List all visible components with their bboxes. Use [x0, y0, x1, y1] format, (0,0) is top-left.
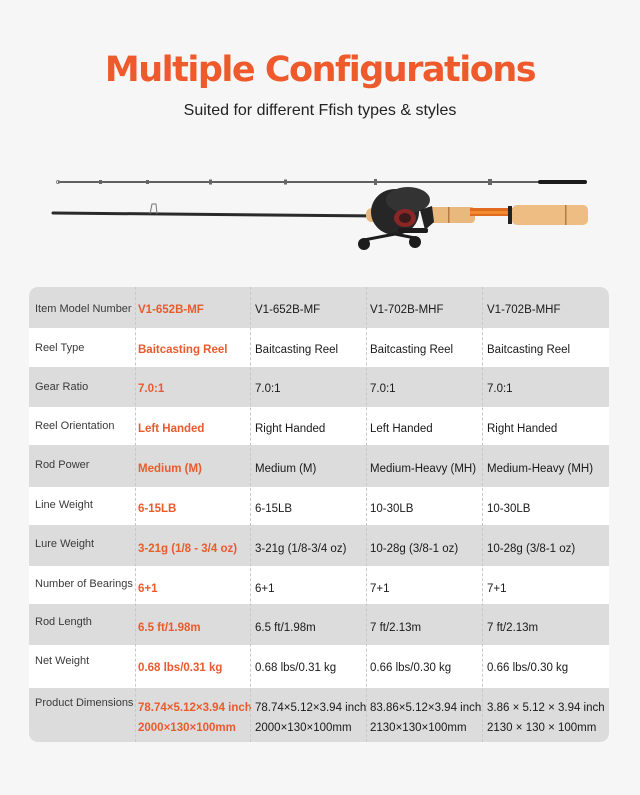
row-label: Reel Orientation: [35, 420, 115, 432]
rod-tip-section: [56, 179, 585, 185]
spec-table: [29, 287, 609, 742]
column-divider: [135, 287, 136, 742]
table-row: [29, 525, 609, 566]
cell-value: [487, 702, 605, 734]
table-row: [29, 287, 609, 328]
highlighted-value: 0.68 lbs/0.31 kg: [138, 662, 223, 674]
cell-value: [255, 702, 366, 734]
dimension-inch: 3.86 × 5.12 × 3.94 inch: [487, 702, 605, 714]
dimension-mm: 2130 × 130 × 100mm: [487, 722, 597, 734]
table-row: [29, 328, 609, 367]
highlighted-value: Baitcasting Reel: [138, 344, 228, 356]
cell-value: 3-21g (1/8-3/4 oz): [255, 543, 347, 555]
page-title: Multiple Configurations: [104, 50, 536, 90]
dimension-mm: 2130×130×100mm: [370, 722, 467, 734]
cell-value: Right Handed: [487, 423, 558, 435]
fishing-rod-and-reel-image: [0, 160, 640, 260]
row-label: Reel Type: [35, 342, 85, 354]
cell-value: Baitcasting Reel: [370, 344, 454, 356]
cell-value: Baitcasting Reel: [487, 344, 571, 356]
highlighted-value: 7.0:1: [138, 383, 165, 395]
cell-value: 10-28g (3/8-1 oz): [370, 543, 459, 555]
row-label: Gear Ratio: [35, 381, 89, 393]
highlighted-value: 6-15LB: [138, 503, 177, 515]
row-label: Rod Length: [35, 616, 92, 628]
dimension-mm: 2000×130×100mm: [138, 722, 236, 734]
table-row: [29, 487, 609, 525]
cell-value: Medium-Heavy (MH): [370, 463, 477, 475]
cell-value: V1-702B-MHF: [370, 304, 444, 316]
cell-value: [370, 702, 481, 734]
highlighted-value: 6+1: [138, 583, 158, 595]
table-row: [29, 367, 609, 407]
row-label: Net Weight: [35, 655, 90, 667]
cell-value: 7 ft/2.13m: [487, 622, 539, 634]
row-label: Lure Weight: [35, 538, 95, 550]
dimension-inch: 78.74×5.12×3.94 inch: [138, 702, 252, 714]
cell-value: 6-15LB: [255, 503, 293, 515]
cell-value: 7 ft/2.13m: [370, 622, 422, 634]
column-divider: [482, 287, 483, 742]
highlighted-value: 6.5 ft/1.98m: [138, 622, 201, 634]
table-row: [29, 566, 609, 604]
table-row: [29, 688, 609, 742]
cell-value: 0.66 lbs/0.30 kg: [487, 662, 569, 674]
highlighted-value: Left Handed: [138, 423, 205, 435]
cell-value: 7+1: [370, 583, 390, 595]
cell-value: 7.0:1: [487, 383, 513, 395]
cell-value: 10-30LB: [370, 503, 414, 515]
table-row: [29, 645, 609, 688]
highlighted-value: 3-21g (1/8 - 3/4 oz): [138, 543, 238, 555]
dimension-mm: 2000×130×100mm: [255, 722, 352, 734]
page-subtitle: Suited for different Ffish types & styles: [183, 102, 457, 119]
cell-value: 7.0:1: [255, 383, 281, 395]
cell-value: Right Handed: [255, 423, 326, 435]
column-divider: [250, 287, 251, 742]
row-label: Product Dimensions: [35, 697, 134, 709]
cell-value: 10-30LB: [487, 503, 531, 515]
cell-value: Medium-Heavy (MH): [487, 463, 594, 475]
cell-value: 7.0:1: [370, 383, 396, 395]
table-row: [29, 407, 609, 445]
row-label: Number of Bearings: [35, 578, 133, 590]
table-row: [29, 445, 609, 487]
table-row: [29, 604, 609, 645]
cell-value: 0.66 lbs/0.30 kg: [370, 662, 452, 674]
cell-value: V1-652B-MF: [255, 304, 321, 316]
cell-value: 10-28g (3/8-1 oz): [487, 543, 576, 555]
cell-value: 7+1: [487, 583, 507, 595]
cell-value: Baitcasting Reel: [255, 344, 339, 356]
highlighted-value: [138, 702, 252, 734]
highlighted-value: V1-652B-MF: [138, 304, 204, 316]
row-label: Item Model Number: [35, 303, 132, 315]
highlighted-value: Medium (M): [138, 463, 202, 475]
dimension-inch: 83.86×5.12×3.94 inch: [370, 702, 482, 714]
dimension-inch: 78.74×5.12×3.94 inch: [255, 702, 367, 714]
cell-value: V1-702B-MHF: [487, 304, 561, 316]
cell-value: 0.68 lbs/0.31 kg: [255, 662, 337, 674]
row-label: Line Weight: [35, 499, 93, 511]
cell-value: Left Handed: [370, 423, 433, 435]
rod-butt-section: [53, 204, 588, 225]
cell-value: 6.5 ft/1.98m: [255, 622, 316, 634]
cell-value: Medium (M): [255, 463, 317, 475]
column-divider: [366, 287, 367, 742]
row-label: Rod Power: [35, 459, 90, 471]
cell-value: 6+1: [255, 583, 275, 595]
